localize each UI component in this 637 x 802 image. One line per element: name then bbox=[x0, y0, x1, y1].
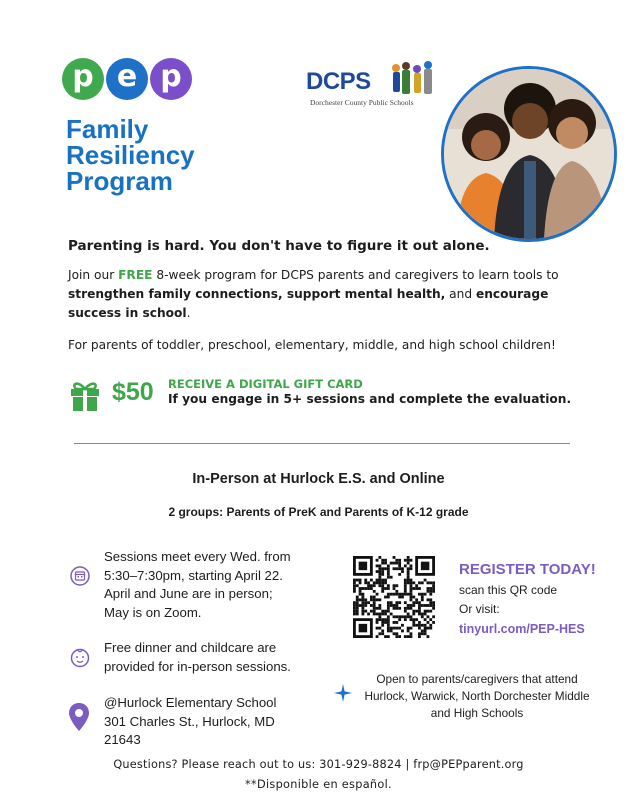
register-visit-text: Or visit: bbox=[459, 602, 500, 616]
intro-text: Join our bbox=[68, 268, 119, 282]
dinner-line: provided for in-person sessions. bbox=[104, 658, 291, 674]
dinner-line: Free dinner and childcare are bbox=[104, 640, 277, 655]
sessions-line: 5:30–7:30pm, starting April 22. bbox=[104, 567, 283, 583]
intro-text: . bbox=[186, 306, 191, 320]
address-line: @Hurlock Elementary School bbox=[104, 695, 277, 710]
groups-heading: 2 groups: Parents of PreK and Parents of K-12 grade bbox=[168, 505, 469, 519]
dcps-logo-subtitle: Dorchester County Public Schools bbox=[310, 98, 414, 107]
address-line: 301 Charles St., Hurlock, MD bbox=[104, 713, 275, 729]
pep-logo-letter-p2: p bbox=[150, 58, 192, 100]
calendar-icon bbox=[70, 566, 90, 586]
family-photo bbox=[441, 66, 617, 242]
spanish-note: **Disponible en español. bbox=[245, 778, 392, 791]
map-pin-icon bbox=[68, 702, 90, 732]
eligibility-text bbox=[352, 671, 602, 722]
free-highlight: FREE bbox=[118, 268, 153, 282]
qr-code[interactable] bbox=[353, 556, 435, 638]
contact-footer: Questions? Please reach out to us: 301-929-8824 | frp@PEPparent.org bbox=[113, 758, 524, 771]
intro-emphasis: encourage success in school bbox=[68, 287, 549, 320]
gift-icon bbox=[68, 378, 102, 412]
eligibility-line: Hurlock, Warwick, North Dorchester Middle bbox=[364, 689, 590, 703]
dcps-logo bbox=[306, 60, 436, 112]
intro-paragraph bbox=[68, 266, 588, 323]
program-title bbox=[66, 116, 286, 194]
audience-text: For parents of toddler, preschool, elementary, middle, and high school children! bbox=[68, 338, 556, 352]
gift-amount: $50 bbox=[112, 378, 154, 406]
pep-logo-letter-e: e bbox=[106, 58, 148, 100]
intro-emphasis: strengthen family connections, support mental health, bbox=[68, 287, 446, 301]
program-title-line: Family bbox=[66, 114, 149, 144]
register-link[interactable]: tinyurl.com/PEP-HES bbox=[459, 622, 585, 636]
dinner-info bbox=[104, 639, 324, 676]
register-scan-text: scan this QR code bbox=[459, 583, 558, 597]
address-line: 21643 bbox=[104, 732, 141, 747]
sessions-line: April and June are in person; bbox=[104, 586, 273, 601]
eligibility-line: Open to parents/caregivers that attend bbox=[376, 672, 578, 686]
intro-text: 8-week program for DCPS parents and caregivers to learn tools to bbox=[152, 268, 559, 282]
dcps-logo-text: DCPS bbox=[306, 68, 371, 95]
section-divider bbox=[74, 443, 570, 444]
sessions-info bbox=[104, 548, 324, 622]
intro-text: and bbox=[445, 287, 476, 301]
eligibility-line: and High Schools bbox=[430, 706, 524, 720]
program-title-line: Resiliency bbox=[66, 140, 195, 170]
sessions-line: Sessions meet every Wed. from bbox=[104, 549, 291, 564]
register-heading: REGISTER TODAY! bbox=[459, 561, 596, 578]
sparkle-icon bbox=[334, 684, 352, 702]
baby-face-icon bbox=[70, 648, 90, 668]
location-heading: In-Person at Hurlock E.S. and Online bbox=[192, 471, 445, 487]
sessions-line: May is on Zoom. bbox=[104, 604, 202, 620]
tagline: Parenting is hard. You don't have to figure it out alone. bbox=[68, 238, 490, 254]
address-info bbox=[104, 694, 324, 750]
pep-logo-letter-p: p bbox=[62, 58, 104, 100]
program-title-line: Program bbox=[66, 166, 173, 196]
gift-headline: RECEIVE A DIGITAL GIFT CARD bbox=[168, 377, 363, 391]
dcps-figures-icon bbox=[388, 60, 436, 100]
gift-condition: If you engage in 5+ sessions and complete the evaluation. bbox=[168, 392, 572, 406]
pep-logo bbox=[62, 58, 192, 102]
